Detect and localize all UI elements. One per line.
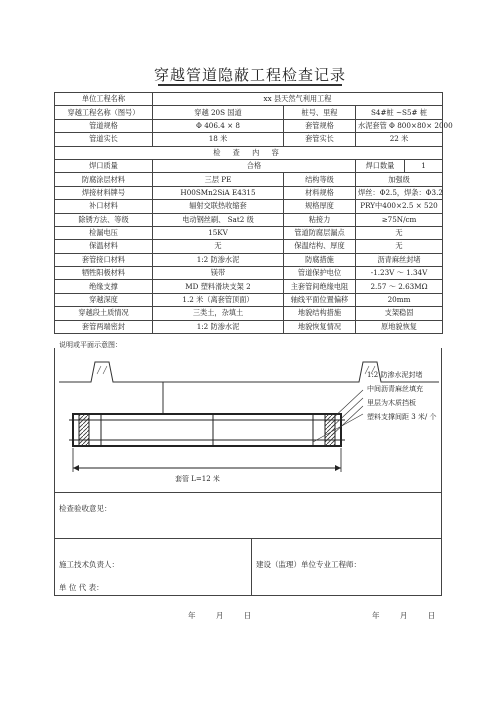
support-value: MD 塑料滑块支架 2 (153, 280, 284, 293)
date-left: 年 月 日 (188, 611, 252, 620)
depth-label: 穿越深度 (55, 293, 153, 306)
length-label: 管道实长 (55, 133, 153, 146)
adhesion-value: ≥75N/cm (356, 213, 443, 226)
anti-label: 防腐措施 (284, 253, 356, 266)
seal-left (79, 414, 89, 446)
row-insulation (55, 240, 443, 253)
project-label: 穿越工程名称（图号） (55, 106, 153, 119)
page-title: 穿越管道隐蔽工程检查记录 (153, 66, 346, 84)
casing-joint-value: 1:2 防渗水泥 (153, 253, 284, 266)
ins-structure-value: 无 (356, 240, 443, 253)
opinion-label: 检查验收意见： (59, 504, 112, 513)
anode-label: 牺牲阳极材料 (55, 267, 153, 280)
road-label: 地貌结构措施 (284, 307, 356, 320)
rust-label: 除锈方法、等级 (55, 213, 153, 226)
potential-label: 管道保护电位 (284, 267, 356, 280)
support-label: 绝缘支撑 (55, 280, 153, 293)
row-weld (55, 159, 443, 172)
note-support: 塑料支撑间距 3 米/ 个 (367, 413, 437, 421)
rust-value: 电动钢丝刷、 Sat2 级 (153, 213, 284, 226)
leader-block (331, 406, 363, 436)
row-unit (55, 93, 443, 106)
note-fill: 中间沥青麻丝填充 (367, 385, 423, 393)
adhesion-label: 粘接力 (284, 213, 356, 226)
date-right: 年 月 日 (372, 611, 436, 620)
unit-label: 单位工程名称 (55, 93, 153, 106)
patch-label: 补口材料 (55, 200, 153, 213)
opinion-box (54, 493, 442, 539)
row-depth (55, 293, 443, 306)
rod-spec-value: 焊丝：Φ2.5，焊条：Φ3.2 (356, 186, 443, 199)
anode-value: 镁带 (153, 267, 284, 280)
row-anode (55, 267, 443, 280)
anti-value: 沥青麻丝封堵 (356, 253, 443, 266)
unit-value: xx 县天然气利用工程 (153, 93, 443, 106)
weld-count-value: 1 (405, 159, 443, 172)
note-block: 里层为木质挡板 (367, 399, 416, 407)
leak-value: 无 (356, 226, 443, 239)
row-rod (55, 186, 443, 199)
inspection-table (54, 92, 453, 334)
row-volt (55, 226, 443, 239)
restore-label: 地貌恢复情况 (284, 320, 356, 333)
row-length (55, 133, 443, 146)
row-ends (55, 320, 443, 333)
project-value: 穿越 20S 国道 (153, 106, 284, 119)
title-underline (158, 84, 342, 86)
restore-value: 原地貌恢复 (356, 320, 443, 333)
diagram-caption: 说明或平面示意图： (59, 341, 122, 349)
row-spec (55, 119, 443, 132)
row-coating (55, 173, 443, 186)
seal-right (325, 414, 335, 446)
signature-divider (251, 539, 252, 596)
insulation-value: 无 (153, 240, 284, 253)
row-project (55, 106, 443, 119)
insulation-label: 保温材料 (55, 240, 153, 253)
spec-value: Φ 406.4 × 8 (153, 119, 284, 132)
depth-value: 1.2 米（离套管顶面） (153, 293, 284, 306)
pile-label: 桩号、里程 (284, 106, 356, 119)
spec-label: 管道规格 (55, 119, 153, 132)
section-heading: 检 查 内 容 (55, 146, 443, 159)
rod-value: H00SMn2SiA E4315 (153, 186, 284, 199)
thick-label: 规格厚度 (284, 200, 356, 213)
coating-label: 防腐涂层材料 (55, 173, 153, 186)
dimension-arrow-right (335, 465, 341, 471)
volt-value: 15KV (153, 226, 284, 239)
ends-value: 1:2 防渗水泥 (153, 320, 284, 333)
note-seal: 1:2 防渗水泥封堵 (367, 371, 423, 379)
soil-label: 穿越段土质情况 (55, 307, 153, 320)
tech-lead-label: 施工技术负责人： (59, 560, 119, 569)
casing-spec-label: 套管规格 (284, 119, 356, 132)
road-marks-left (97, 366, 107, 374)
signature-box (54, 539, 442, 596)
casing-length-value: 22 米 (356, 133, 443, 146)
grade-value: 加强级 (356, 173, 443, 186)
ends-label: 套管两端密封 (55, 320, 153, 333)
supervisor-label: 建设（监理）单位专业工程师： (256, 560, 361, 569)
resistance-label: 主套管间绝缘电阻 (284, 280, 356, 293)
volt-label: 检漏电压 (55, 226, 153, 239)
deviation-label: 轴线平面位置偏移 (284, 293, 356, 306)
row-section (55, 146, 443, 159)
patch-value: 辐射交联热收缩套 (153, 200, 284, 213)
weld-value: 合格 (153, 159, 356, 172)
row-rust (55, 213, 443, 226)
thick-value: PRY中400×2.5 × 520 (356, 200, 443, 213)
casing-length-dimension: 套管 L=12 米 (175, 475, 220, 483)
casing-pipe (73, 414, 341, 446)
road-value: 支架稳固 (356, 307, 443, 320)
coating-value: 三层 PE (153, 173, 284, 186)
row-support (55, 280, 443, 293)
row-soil (55, 307, 443, 320)
weld-count-label: 焊口数量 (356, 159, 405, 172)
row-casing-joint (55, 253, 443, 266)
dimension-arrow-left (73, 465, 79, 471)
potential-value: -1.23V ～ 1.34V (356, 267, 443, 280)
unit-rep-label: 单 位 代 表： (59, 583, 104, 592)
ins-structure-label: 保温结构、厚度 (284, 240, 356, 253)
weld-label: 焊口质量 (55, 159, 153, 172)
pile-value: S4#桩 ~S5# 桩 (356, 106, 443, 119)
deviation-value: 20mm (356, 293, 443, 306)
grade-label: 结构等级 (284, 173, 356, 186)
leader-seal (331, 390, 363, 420)
row-patch (55, 200, 443, 213)
length-value: 18 米 (153, 133, 284, 146)
leader-support (313, 414, 363, 442)
rod-label: 焊接材料牌号 (55, 186, 153, 199)
crossing-diagram (54, 341, 442, 493)
leak-label: 管道防腐层漏点 (284, 226, 356, 239)
casing-length-label: 套管实长 (284, 133, 356, 146)
casing-joint-label: 套管接口材料 (55, 253, 153, 266)
rod-spec-label: 材料规格 (284, 186, 356, 199)
resistance-value: 2.57 ～ 2.63MΩ (356, 280, 443, 293)
casing-spec-value: 水泥套管 Φ 800×80× 2000 (356, 119, 443, 132)
soil-value: 三类土，杂填土 (153, 307, 284, 320)
